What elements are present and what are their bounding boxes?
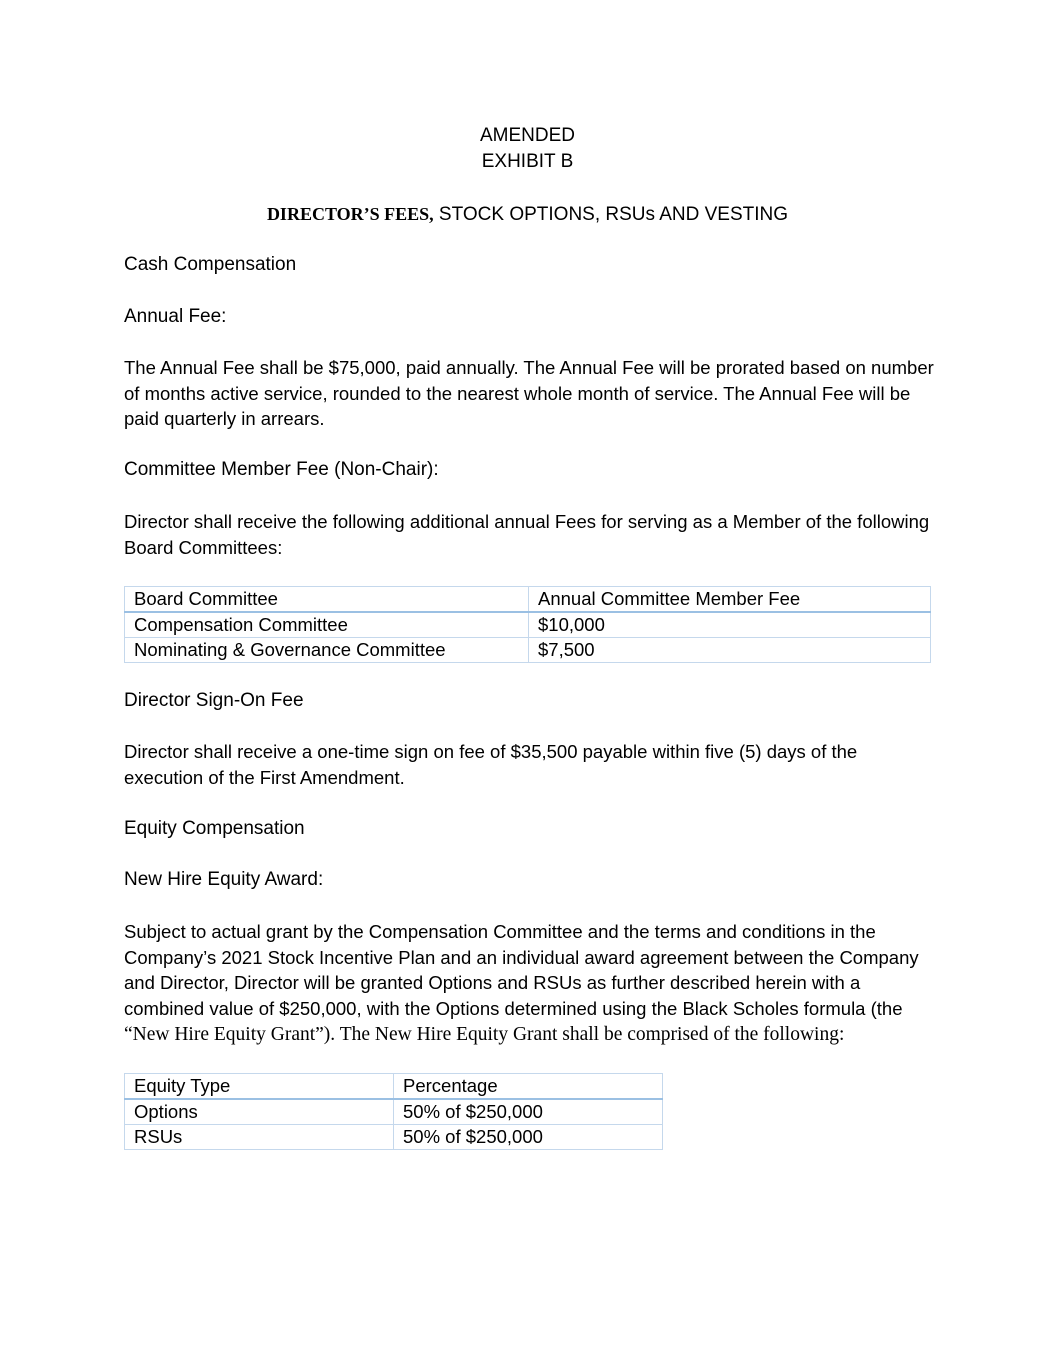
committee-fee-heading: Committee Member Fee (Non-Chair): <box>124 459 439 480</box>
committee-fee-paragraph: Director shall receive the following additional annual Fees for serving as a Member of the following Board Committees: <box>124 511 930 558</box>
cash-compensation-heading: Cash Compensation <box>124 254 297 275</box>
table-row <box>125 1125 663 1150</box>
committee-fee-table <box>124 586 931 663</box>
table-header-cell: Board Committee <box>125 587 529 613</box>
table-row <box>125 638 931 663</box>
table-row <box>125 612 931 638</box>
table-cell: 50% of $250,000 <box>394 1099 663 1125</box>
table-header-row <box>125 1074 663 1100</box>
title-bold-part: DIRECTOR’S FEES, <box>266 204 434 224</box>
equity-type-table <box>124 1073 663 1150</box>
table-cell: Nominating & Governance Committee <box>125 638 529 663</box>
signon-fee-paragraph: Director shall receive a one-time sign on fee of $35,500 payable within five (5) days of the execution of the First Amendment. <box>124 741 858 788</box>
table-header-row <box>125 587 931 613</box>
table-cell: Compensation Committee <box>125 612 529 638</box>
award-text-sans: Subject to actual grant by the Compensation Committee and the terms and conditions in the Company’s 2021 Stock Incentive Plan and an individual award agreement between the Company and Director, Director will be granted Options and RSUs as further described herein with a combined value of $250,000, with the Options determined using the Black Scholes formula (the <box>124 921 919 1019</box>
equity-compensation-heading: Equity Compensation <box>124 818 305 839</box>
header-exhibit: EXHIBIT B <box>481 151 574 172</box>
table-header-cell: Percentage <box>394 1074 663 1100</box>
table-cell: RSUs <box>125 1125 394 1150</box>
annual-fee-paragraph: The Annual Fee shall be $75,000, paid annually. The Annual Fee will be prorated based on number of months active service, rounded to the nearest whole month of service. The Annual Fee will be paid quarterly in arrears. <box>124 357 934 429</box>
signon-fee-heading: Director Sign-On Fee <box>124 690 304 711</box>
new-hire-award-heading: New Hire Equity Award: <box>124 869 324 890</box>
document-title <box>0 202 1055 227</box>
annual-fee-heading: Annual Fee: <box>124 306 227 327</box>
table-cell: Options <box>125 1099 394 1125</box>
table-cell: $10,000 <box>529 612 931 638</box>
new-hire-award-paragraph <box>124 919 934 1048</box>
table-row <box>125 1099 663 1125</box>
title-rest-part: STOCK OPTIONS, RSUs AND VESTING <box>433 204 789 225</box>
table-header-cell: Annual Committee Member Fee <box>529 587 931 613</box>
award-text-serif: “New Hire Equity Grant”). The New Hire Equity Grant shall be comprised of the following: <box>124 1024 845 1045</box>
table-header-cell: Equity Type <box>125 1074 394 1100</box>
table-cell: $7,500 <box>529 638 931 663</box>
table-cell: 50% of $250,000 <box>394 1125 663 1150</box>
header-amended: AMENDED <box>479 125 575 146</box>
